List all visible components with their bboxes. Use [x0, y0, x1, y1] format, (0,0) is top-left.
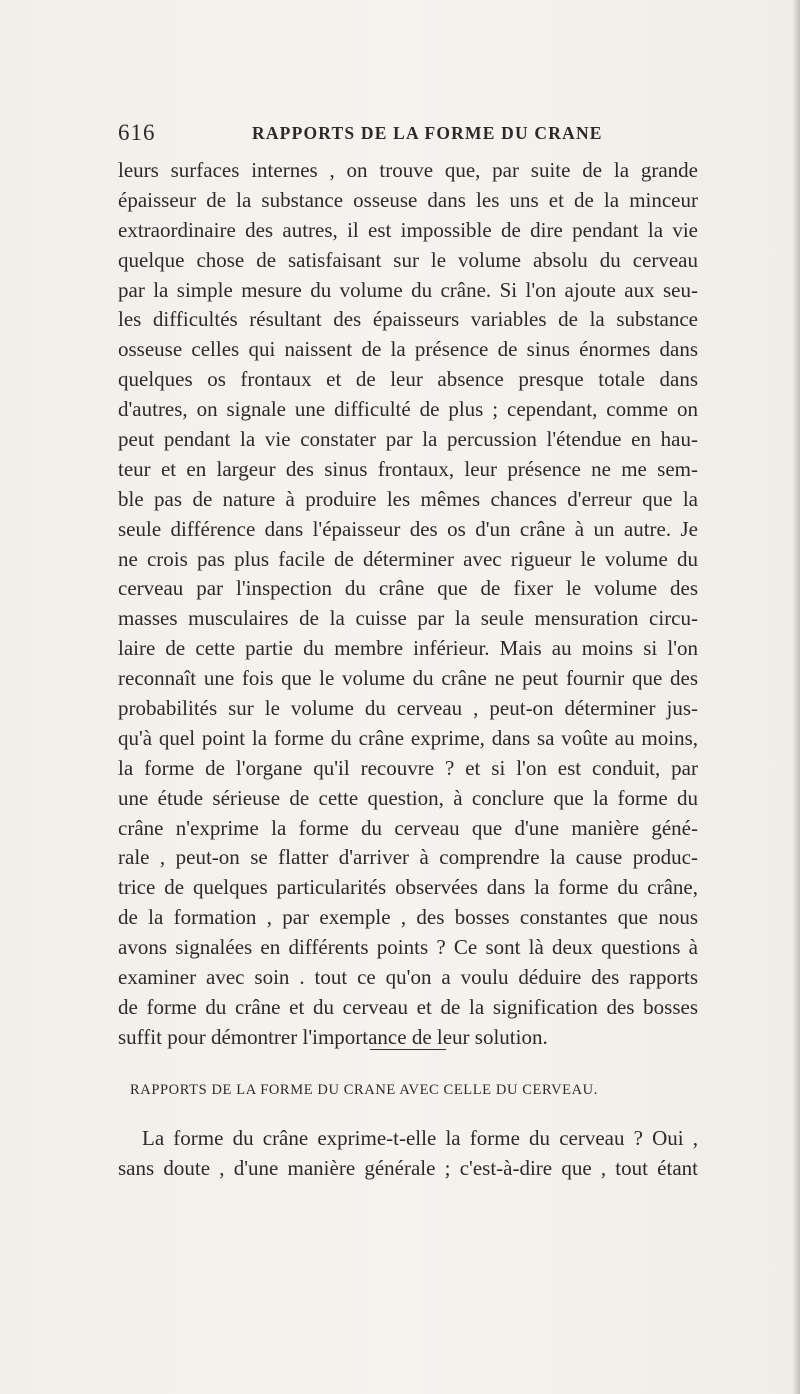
text-line: trice de quelques particularités observées dans la forme du crâne,	[118, 875, 698, 900]
text-line: ne crois pas plus facile de déterminer avec rigueur le volume du	[118, 546, 698, 571]
text-line: reconnaît une fois que le volume du crâne ne peut fournir que des	[118, 666, 698, 691]
text-line: quelque chose de satisfaisant sur le volume absolu du cerveau	[118, 247, 698, 272]
section-title: RAPPORTS DE LA FORME DU CRANE AVEC CELLE DU CERVEAU.	[130, 1082, 598, 1098]
running-head: RAPPORTS DE LA FORME DU CRANE	[252, 123, 603, 143]
text-line: leurs surfaces internes , on trouve que, par suite de la grande	[118, 158, 698, 182]
text-line: rale , peut-on se flatter d'arriver à comprendre la cause produc-	[118, 845, 698, 870]
text-line: avons signalées en différents points ? Ce sont là deux questions à	[118, 935, 698, 960]
text-line: une étude sérieuse de cette question, à conclure que la forme du	[118, 785, 698, 810]
text-line: seule différence dans l'épaisseur des os d'un crâne à un autre. Je	[118, 516, 698, 541]
text-line: par la simple mesure du volume du crâne. Si l'on ajoute aux seu-	[118, 277, 698, 302]
text-line: probabilités sur le volume du cerveau , peut-on déterminer jus-	[118, 696, 698, 721]
text-line: ble pas de nature à produire les mêmes chances d'erreur que la	[118, 486, 698, 511]
text-line: d'autres, on signale une difficulté de plus ; cependant, comme on	[118, 397, 698, 422]
section-paragraph	[118, 1124, 698, 1184]
text-line: sans doute , d'une manière générale ; c'est-à-dire que , tout étant	[118, 1155, 698, 1180]
section-divider	[370, 1049, 446, 1050]
text-line: cerveau par l'inspection du crâne que de fixer le volume des	[118, 576, 698, 601]
text-line: peut pendant la vie constater par la percussion l'étendue en hau-	[118, 427, 698, 452]
text-line: quelques os frontaux et de leur absence presque totale dans	[118, 367, 698, 392]
text-line: extraordinaire des autres, il est impossible de dire pendant la vie	[118, 217, 698, 242]
text-line: de forme du crâne et du cerveau et de la signification des bosses	[118, 994, 698, 1019]
text-line: examiner avec soin . tout ce qu'on a voulu déduire des rapports	[118, 965, 698, 990]
text-line: osseuse celles qui naissent de la présence de sinus énormes dans	[118, 337, 698, 362]
text-line: de la formation , par exemple , des bosses constantes que nous	[118, 905, 698, 930]
page-header	[118, 120, 698, 150]
page-edge-shadow	[792, 0, 800, 1394]
text-line: les difficultés résultant des épaisseurs variables de la substance	[118, 307, 698, 332]
text-line: laire de cette partie du membre inférieur. Mais au moins si l'on	[118, 636, 698, 661]
text-line: la forme de l'organe qu'il recouvre ? et si l'on est conduit, par	[118, 755, 698, 780]
text-line: épaisseur de la substance osseuse dans les uns et de la minceur	[118, 187, 698, 212]
text-line: teur et en largeur des sinus frontaux, leur présence ne me sem-	[118, 456, 698, 481]
text-line: La forme du crâne exprime-t-elle la forme du cerveau ? Oui ,	[142, 1126, 698, 1150]
text-line-last: suffit pour démontrer l'importance de leur solution.	[118, 1024, 548, 1049]
main-paragraph	[118, 156, 698, 1053]
text-line: crâne n'exprime la forme du cerveau que d'une manière géné-	[118, 815, 698, 840]
text-line: qu'à quel point la forme du crâne exprime, dans sa voûte au moins,	[118, 725, 698, 750]
text-line: masses musculaires de la cuisse par la seule mensuration circu-	[118, 606, 698, 631]
page-number: 616	[118, 120, 156, 145]
